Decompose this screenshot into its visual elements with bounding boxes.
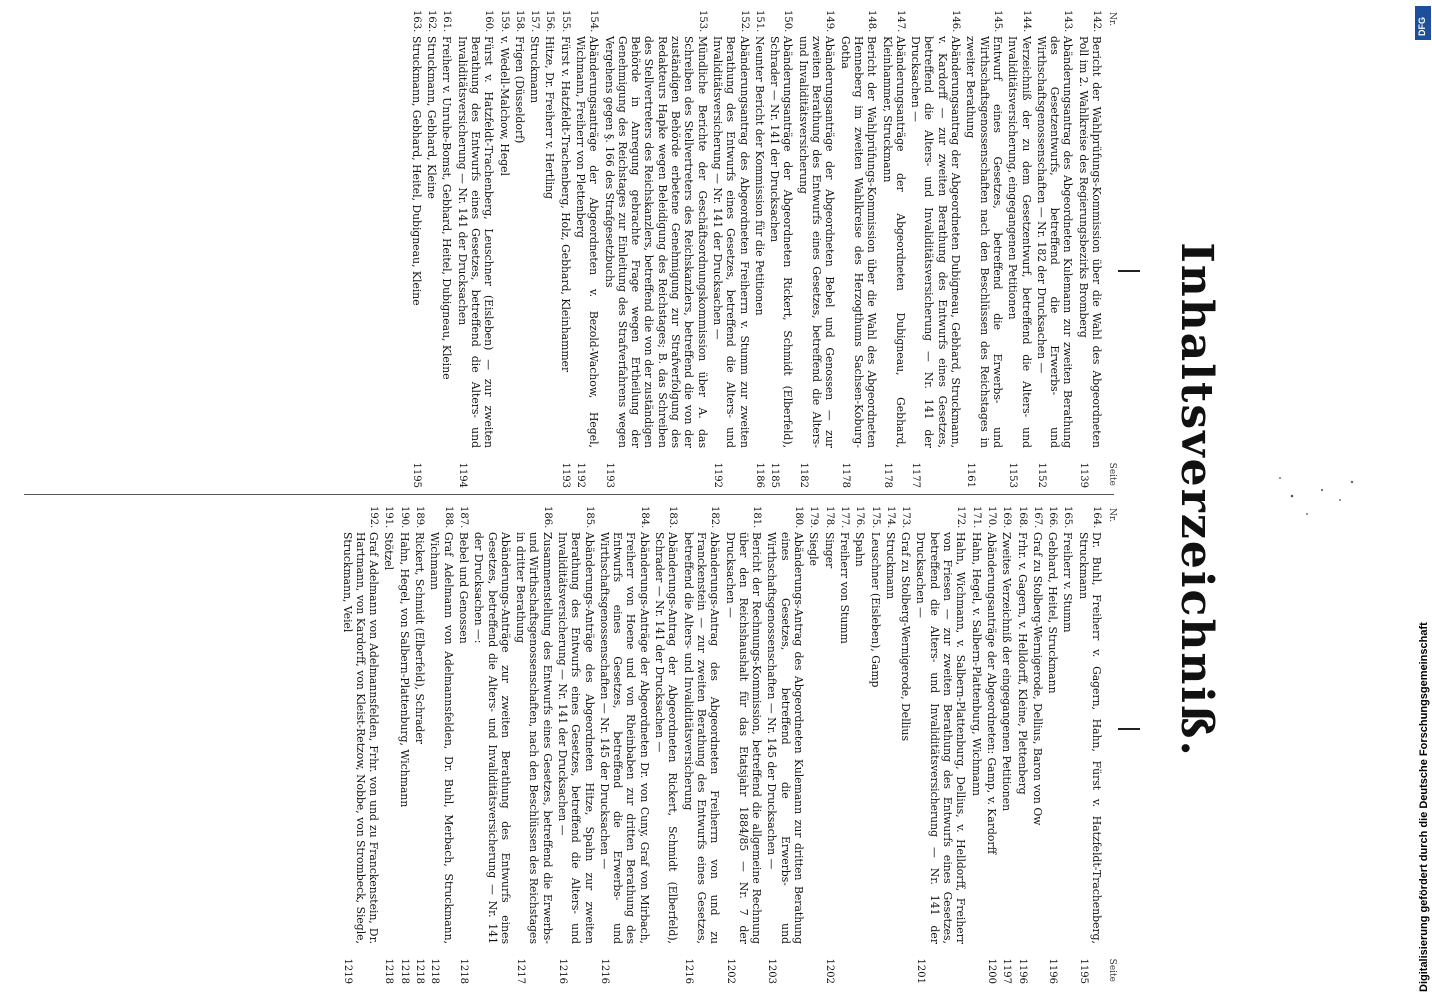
- entry-text: Freiherr v. Unruhe-Bomst, Gebhard, Heitel, Dubigneau, Kleine: [440, 36, 454, 380]
- entry-number: 142.: [1091, 10, 1102, 33]
- entry-number: 170.: [985, 506, 997, 529]
- entry-text: Hahn, Wichmann, v. Salbern-Plattenburg, Dellius, v. Helldorff, Freiherr von Friesen — zur zweiten Berathung des Entwurfs eines Gesetzes, betreffend die Alters- und Invaliditätsversicherung — Nr. 141 der Drucksachen —: [914, 532, 968, 944]
- toc-entry: [543, 10, 556, 488]
- scan-specks: [1272, 470, 1362, 530]
- entry-number: 179.: [808, 506, 820, 529]
- entry-number: 188.: [442, 506, 454, 529]
- toc-entry: [768, 10, 795, 488]
- entry-page: 1185: [769, 462, 781, 488]
- entry-number: 181.: [751, 506, 763, 529]
- entry-text: Graf Adelmann von Adelmannsfelden, Frhr. von und zu Franckenstein, Dr. Hartmann, von Kardorff, von Kleist-Retzow, Nobbe, von Strombeck, Siegle, Struckmann, Veiel: [340, 532, 381, 944]
- entry-text: Abänderungs-Anträge der Abgeordneten Dr. von Cuny, Graf von Mirbach, Freiherr von Hoene und von Rheinbaben zur dritten Berathung des Entwurfs eines Gesetzes, betreffend die Erwerbs- und Wirthschaftsgenossenschaften — Nr. 145 der Drucksachen —: [597, 532, 651, 944]
- entry-number: 180.: [793, 506, 805, 529]
- entry-page: 1216: [682, 958, 694, 984]
- toc-entry: [455, 10, 495, 488]
- toc-entry: [681, 506, 721, 984]
- entry-text: Graf zu Stolberg-Wernigerode, Dellius, Baron von Ow: [1030, 532, 1044, 826]
- toc-entry: [528, 10, 541, 488]
- entry-number: 176.: [854, 506, 866, 529]
- title-rule-right: [1118, 728, 1140, 730]
- entry-text: v. Wedell-Malchow, Hegel: [497, 36, 511, 176]
- entry-page: 1178: [881, 462, 893, 488]
- toc-entry: [513, 10, 526, 488]
- entry-number: 148.: [866, 10, 878, 33]
- entry-text: Hitze, Dr. Freiherr v. Hertling: [543, 36, 557, 199]
- no-label: Nr.: [1107, 12, 1117, 27]
- toc-entry: [514, 506, 554, 984]
- entry-page: 1217: [515, 958, 527, 984]
- entry-text: Bericht der Wahlprüfungs-Kommission über die Wahl des Abgeordneten Henneberg im zweiten Wahlkreise des Herzogthums Sachsen-Koburg-Gotha: [838, 36, 879, 448]
- toc-entry: [397, 506, 410, 984]
- entry-number: 153.: [696, 10, 708, 33]
- toc-entry: [1061, 506, 1074, 984]
- entry-text: Abänderungs-Antrag des Abgeordneten Freiherrn von und zu Franckenstein — zur zweiten Berathung des Entwurfs eines Gesetzes, betreffend die Alters- und Invaliditätsversicherung: [681, 532, 722, 944]
- entry-number: 149.: [824, 10, 836, 33]
- entry-text: Entwurf eines Gesetzes, betreffend die Erwerbs- und Wirthschaftsgenossenschaften nach den Beschlüssen des Reichstages in zweiter Berathung: [964, 36, 1004, 448]
- entry-text: Frigen (Düsseldorf): [512, 36, 526, 144]
- toc-entry: [382, 506, 395, 984]
- toc-entry: [711, 10, 751, 488]
- entry-page: 1202: [823, 958, 835, 984]
- entry-page: 1196: [1016, 958, 1028, 984]
- entry-page: 1218: [383, 958, 395, 984]
- entry-page: 1202: [724, 958, 736, 984]
- left-column-header: [1103, 10, 1117, 488]
- toc-entry: [1006, 10, 1033, 488]
- entry-text: Abänderungs-Antrag des Abgeordneten Kulemann zur dritten Berathung eines Gesetzes, betreffend die Erwerbs- und Wirthschaftsgenossenschaften — Nr. 145 der Drucksachen —: [765, 532, 806, 944]
- right-column-header: [1103, 506, 1117, 984]
- toc-entry: [1015, 506, 1028, 984]
- entry-text: Fürst v. Hatzfeldt-Trachenberg, Holz, Gebhard, Kleinhammer: [558, 36, 572, 373]
- right-column: [27, 506, 1117, 984]
- title-rule-left: [1118, 270, 1140, 272]
- toc-entry: [413, 506, 426, 984]
- entry-page: 1193: [603, 462, 615, 488]
- toc-entry: [440, 10, 453, 488]
- toc-entry: [880, 10, 907, 488]
- entry-page: 1201: [915, 958, 927, 984]
- entry-number: 172.: [955, 506, 967, 529]
- entry-number: 185.: [583, 506, 595, 529]
- entry-number: 174.: [884, 506, 896, 529]
- entry-number: 158.: [513, 10, 525, 33]
- entry-text: Abänderungs-Antrag der Abgeordneten Rickert, Schmidt (Elberfeld), Schrader — Nr. 141 der Drucksachen —: [653, 532, 680, 944]
- entry-text: Gebhard, Heitel, Struckmann: [1046, 532, 1060, 694]
- entry-text: Bebel und Genossen: [456, 532, 470, 644]
- entry-text: Abänderungsanträge der Abgeordneten Bebel und Genossen — zur zweiten Berathung des Entwurfs eines Gesetzes, betreffend die Alters- und Invaliditätsversicherung: [796, 36, 837, 448]
- toc-entry: [822, 506, 835, 984]
- entry-page: 1195: [410, 462, 422, 488]
- entry-page: 1194: [456, 462, 468, 488]
- page-label: Seite: [1107, 462, 1117, 486]
- column-divider: [24, 494, 1114, 495]
- entry-text: Hahn, Hegel, von Salbern-Plattenburg, Wichmann: [397, 532, 411, 808]
- entry-number: 167.: [1031, 506, 1043, 529]
- entry-page: 1153: [1007, 462, 1019, 488]
- toc-entry: [1000, 506, 1013, 984]
- entry-text: Abänderungs-Anträge zur zweiten Berathung des Entwurfs eines Gesetzes, betreffend die Alters- und Invaliditätsversicherung — Nr. 141 der Drucksachen —:: [472, 532, 512, 944]
- entry-text: Abänderungs-Anträge des Abgeordneten Hitze, Spahn zur zweiten Berathung des Entwurfs eines Gesetzes, betreffend die Alters- und Invaliditätsversicherung — Nr. 141 der Drucksachen —: [556, 532, 596, 944]
- toc-entry: [985, 506, 998, 984]
- entry-number: 152.: [738, 10, 750, 33]
- toc-entry: [497, 10, 510, 488]
- entry-text: Struckmann, Gebhard, Kleine: [425, 36, 439, 199]
- toc-entry: [723, 506, 763, 984]
- entry-number: 154.: [588, 10, 600, 33]
- entry-page: 1177: [910, 462, 922, 488]
- toc-entry: [1035, 10, 1075, 488]
- entry-text: Graf Adelmann von Adelmannsfelden, Dr. Buhl, Merbach, Struckmann, Wichmann: [428, 532, 455, 944]
- entry-number: 156.: [544, 10, 556, 33]
- toc-entry: [409, 10, 422, 488]
- entry-page: 1192: [711, 462, 723, 488]
- entry-text: Verzeichniß der zu dem Gesetzentwurf, betreffend die Alters- und Invaliditätsversicherung, eingegangenen Petitionen: [1006, 36, 1033, 448]
- entry-text: Struckmann: [883, 532, 897, 600]
- entry-page: 1216: [557, 958, 569, 984]
- entry-number: 190.: [398, 506, 410, 529]
- toc-entry: [899, 506, 912, 984]
- toc-entry: [472, 506, 512, 984]
- entry-text: Siegle: [807, 532, 821, 566]
- entry-text: Graf zu Stolberg-Wernigerode, Dellius: [899, 532, 913, 742]
- toc-entry: [340, 506, 380, 984]
- entry-number: 186.: [541, 506, 553, 529]
- entry-number: 162.: [426, 10, 438, 33]
- toc-entry: [765, 506, 805, 984]
- entry-page: 1197: [1001, 958, 1013, 984]
- toc-entry: [556, 506, 596, 984]
- toc-entry: [969, 506, 982, 984]
- entry-number: 157.: [529, 10, 541, 33]
- dfg-logo: DFG: [1415, 6, 1431, 40]
- entry-page: 1178: [839, 462, 851, 488]
- toc-entry: [964, 10, 1004, 488]
- entry-number: 178.: [823, 506, 835, 529]
- entry-number: 168.: [1016, 506, 1028, 529]
- no-label: Nr.: [1107, 508, 1117, 523]
- entry-number: 147.: [894, 10, 906, 33]
- entry-text: Dr. Buhl, Freiherr v. Gagern, Hahn, Fürst v. Hatzfeldt-Trachenberg, Struckmann: [1076, 532, 1103, 944]
- entry-number: 164.: [1091, 506, 1102, 529]
- entry-page: 1218: [414, 958, 426, 984]
- entry-text: Freiherr von Stumm: [837, 532, 851, 644]
- toc-entry: [853, 506, 866, 984]
- entry-number: 192.: [368, 506, 380, 529]
- entry-page: 1139: [1077, 462, 1089, 488]
- footer-credit: Digitalisierung gefördert durch die Deutsche Forschungsgemeinschaft: [1418, 622, 1430, 992]
- entry-number: 159.: [498, 10, 510, 33]
- entry-text: Bericht der Wahlprüfungs-Kommission über die Wahl des Abgeordneten Poll im 2. Wahlkreise des Regierungsbezirks Bromberg: [1076, 36, 1103, 448]
- entry-page: 1219: [341, 958, 353, 984]
- page-label: Seite: [1107, 958, 1117, 982]
- entry-text: Struckmann, Gebhard, Heitel, Dubigneau, Kleine: [409, 36, 423, 306]
- toc-entry: [1031, 506, 1044, 984]
- entry-number: 155.: [559, 10, 571, 33]
- entry-page: 1218: [429, 958, 441, 984]
- entry-number: 187.: [457, 506, 469, 529]
- entry-page: 1216: [598, 958, 610, 984]
- entry-text: Stötzel: [382, 532, 396, 571]
- entry-number: 144.: [1020, 10, 1032, 33]
- entry-number: 191.: [383, 506, 395, 529]
- entry-number: 184.: [638, 506, 650, 529]
- entry-page: 1196: [1047, 958, 1059, 984]
- entry-number: 161.: [441, 10, 453, 33]
- entry-text: Rickert, Schmidt (Elberfeld), Schrader: [413, 532, 427, 744]
- entry-text: Frhr. v. Gagern, v. Helldorff, Kleine, Plettenberg: [1015, 532, 1029, 795]
- entry-page: 1193: [559, 462, 571, 488]
- toc-entry: [909, 10, 962, 488]
- entry-text: Bericht der Rechnungs-Kommission, betreffend die allgemeine Rechnung über den Reichshaushalt für das Etatsjahr 1884/85 — Nr. 7 der Drucksachen —: [723, 532, 764, 944]
- entry-number: 151.: [753, 10, 765, 33]
- entry-text: Abänderungsanträge der Abgeordneten v. Bezold-Wachow, Hegel, Wichmann, Freiherr von Plettenberg: [574, 36, 601, 448]
- entry-text: Abänderungsantrag der Abgeordneten Dubigneau, Gebhard, Struckmann, v. Kardorff — zur zweiten Berathung des Entwurfs eines Gesetzes, betreffend die Alters- und Invaliditätsversicherung — Nr. 141 der Drucksachen —: [909, 36, 963, 448]
- toc-entry: [753, 10, 766, 488]
- entry-number: 175.: [869, 506, 881, 529]
- entry-page: 1218: [398, 958, 410, 984]
- toc-entry: [868, 506, 881, 984]
- entry-text: Abänderungsantrag des Abgeordneten Freiherrn v. Stumm zur zweiten Berathung des Entwurfs eines Gesetzes, betreffend die Alters- und Invaliditätsversicherung — Nr. 141 der Drucksachen —: [710, 36, 751, 448]
- entry-page: 1195: [1077, 958, 1089, 984]
- toc-entry: [807, 506, 820, 984]
- toc-entry: [884, 506, 897, 984]
- entry-text: Abänderungsantrag des Abgeordneten Kulemann zur zweiten Berathung des Gesetzentwurfs, betreffend die Erwerbs- und Wirthschaftsgenossenschaften — Nr. 182 der Drucksachen —: [1034, 36, 1075, 448]
- toc-entry: [598, 506, 651, 984]
- entry-text: Abänderungsanträge der Abgeordneten Rickert, Schmidt (Elberfeld), Schrader — Nr. 141 der Drucksachen: [768, 36, 795, 448]
- toc-entry: [602, 10, 708, 488]
- entry-page: 1161: [965, 462, 977, 488]
- entry-number: 150.: [782, 10, 794, 33]
- entry-number: 189.: [414, 506, 426, 529]
- entry-number: 177.: [838, 506, 850, 529]
- toc-entry: [558, 10, 571, 488]
- entry-page: 1186: [753, 462, 765, 488]
- toc-entry: [838, 506, 851, 984]
- toc-entry: [1046, 506, 1059, 984]
- toc-entry: [796, 10, 836, 488]
- entry-page: 1218: [457, 958, 469, 984]
- entry-text: Leuschner (Eisleben), Gamp: [868, 532, 882, 688]
- toc-entry: [653, 506, 680, 984]
- toc-entry: [574, 10, 601, 488]
- left-column: [27, 10, 1117, 488]
- left-entry-list: [409, 10, 1103, 488]
- entry-page: 1182: [797, 462, 809, 488]
- entry-text: Singer: [822, 532, 836, 569]
- toc-entry: [457, 506, 470, 984]
- entry-number: 165.: [1062, 506, 1074, 529]
- entry-text: Abänderungsanträge der Abgeordneten: Gamp, v. Kardorff: [984, 532, 998, 855]
- toc-entry: [425, 10, 438, 488]
- entry-number: 183.: [667, 506, 679, 529]
- entry-number: 163.: [410, 10, 422, 33]
- entry-number: 160.: [483, 10, 495, 33]
- entry-text: Hahn, Hegel, v. Salbern-Plattenburg, Wichmann: [969, 532, 983, 797]
- entry-text: Fürst v. Hatzfeldt-Trachenberg, Leuschner (Eisleben) — zur zweiten Berathung des Entwurfs eines Gesetzes, betreffend die Alters- und Invaliditätsversicherung — Nr. 141 der Drucksachen: [455, 36, 496, 448]
- entry-number: 146.: [950, 10, 962, 33]
- entry-number: 169.: [1001, 506, 1013, 529]
- entry-text: Mündliche Berichte der Geschäftsordnungskommission über A. das Schreiben des Stellvertreters des Reichskanzlers, betreffend die von der zuständigen Behörde erbetene Genehmigung zur Strafverfolgung des Redakteurs Hapke wegen Beleidigung des Reichstages; B. das Schreiben des Stellvertreters des Reichskanzlers, betreffend die von der zuständigen Behörde in Anregung gebrachte Frage wegen Ertheilung der Genehmigung des Reichstages zur Einleitung des Strafverfahrens wegen Vergehens gegen §. 166 des Strafgesetzbuchs: [602, 36, 709, 448]
- entry-text: Neunter Bericht der Kommission für die Petitionen: [752, 36, 766, 316]
- entry-text: Freiherr v. Stumm: [1061, 532, 1075, 633]
- toc-entry: [914, 506, 967, 984]
- entry-number: 143.: [1062, 10, 1074, 33]
- entry-text: Zusammenstellung des Entwurfs eines Gesetzes, betreffend die Erwerbs- und Wirthschaftsgenossenschaften, nach den Beschlüssen des Reichstages in dritter Berathung: [514, 532, 554, 944]
- entry-number: 166.: [1047, 506, 1059, 529]
- toc-entry: [1076, 10, 1103, 488]
- entry-number: 145.: [991, 10, 1003, 33]
- page-title: Inhaltsverzeichniß.: [1171, 242, 1222, 758]
- entry-number: 171.: [970, 506, 982, 529]
- entry-page: 1192: [575, 462, 587, 488]
- toc-entry: [428, 506, 455, 984]
- entry-text: Spahn: [853, 532, 867, 567]
- entry-page: 1200: [985, 958, 997, 984]
- toc-entry: [838, 10, 878, 488]
- entry-text: Abänderungsanträge der Abgeordneten Dubigneau, Gebhard, Kleinhammer, Struckmann: [880, 36, 907, 448]
- toc-entry: [1076, 506, 1103, 984]
- entry-number: 173.: [900, 506, 912, 529]
- right-entry-list: [340, 506, 1103, 984]
- entry-number: 182.: [709, 506, 721, 529]
- entry-page: 1152: [1035, 462, 1047, 488]
- entry-text: Struckmann: [528, 36, 542, 104]
- entry-text: Zweites Verzeichniß der eingegangenen Petitionen: [1000, 532, 1014, 812]
- entry-page: 1203: [766, 958, 778, 984]
